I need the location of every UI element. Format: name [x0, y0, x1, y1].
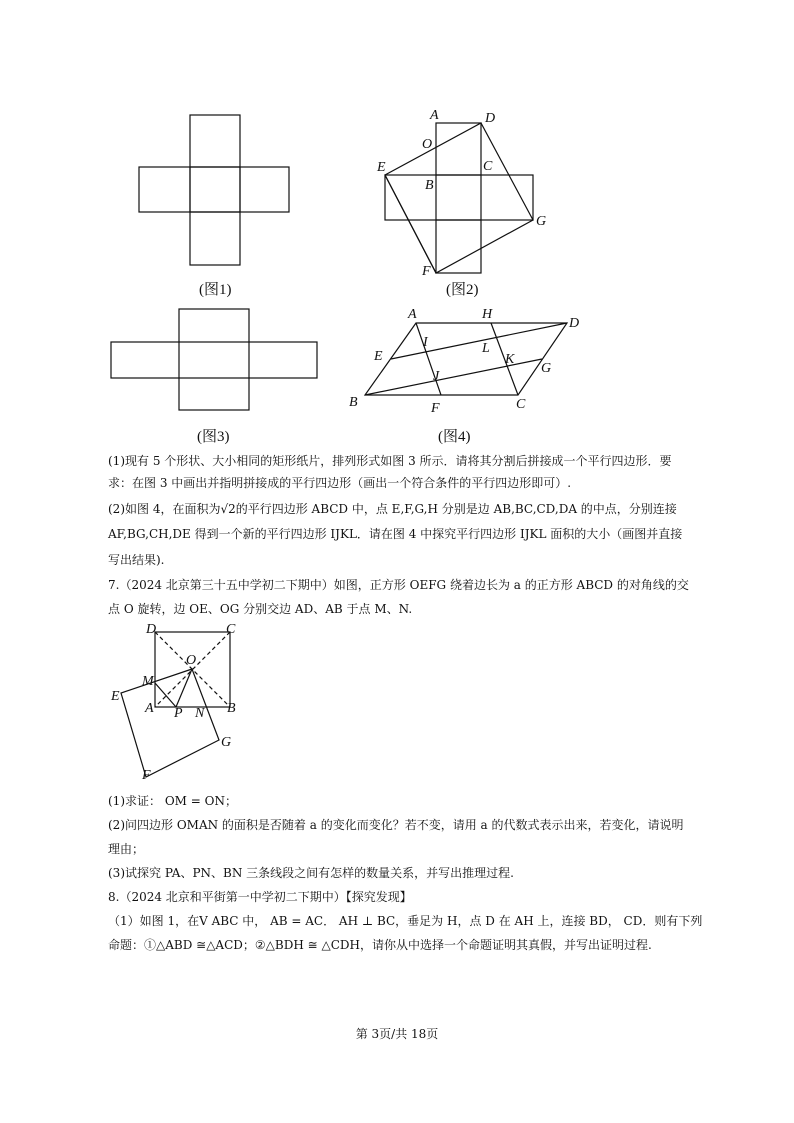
- figure-3-drawing: [110, 308, 320, 413]
- fig2-label-a: A: [430, 108, 439, 123]
- fig4-label-b: B: [349, 395, 358, 410]
- fig4-label-k: K: [505, 352, 515, 367]
- fig4-label-l: L: [482, 341, 490, 356]
- fig4-label-i: I: [423, 335, 428, 350]
- fig4-label-d: D: [569, 316, 580, 331]
- figure-4-caption: (图4): [438, 429, 471, 445]
- q6-part1-line2: 求：在图 3 中画出并指明拼接成的平行四边形（画出一个符合条件的平行四边形即可）.: [108, 476, 572, 490]
- figure-3-caption: (图3): [197, 429, 230, 445]
- fig5-label-e: E: [111, 689, 120, 704]
- q7-part2-line1: (2)问四边形 OMAN 的面积是否随着 a 的变化而变化？若不变，请用 a 的代数式表示出来，若变化，请说明: [108, 818, 684, 832]
- q7-part1: (1)求证： OM = ON；: [108, 794, 237, 808]
- figure-3: [110, 308, 320, 413]
- fig4-label-j: J: [433, 369, 440, 384]
- figure-2-caption: (图2): [446, 282, 479, 298]
- fig5-label-c: C: [226, 622, 236, 637]
- fig2-label-o: O: [422, 137, 433, 152]
- page-footer: 第 3页/共 18页: [355, 1027, 439, 1041]
- fig2-label-g: G: [536, 214, 547, 229]
- q8-part1-line2: 命题：①△ABD ≅△ACD；②△BDH ≅ △CDH，请你从中选择一个命题证明其真假，并写出证明过程.: [108, 938, 652, 952]
- fig2-label-c: C: [483, 159, 493, 174]
- fig4-label-g: G: [541, 361, 552, 376]
- figure-1-caption: (图1): [199, 282, 232, 298]
- q6-part2-line1: (2)如图 4，在面积为√2的平行四边形 ABCD 中，点 E,F,G,H 分别是边 AB,BC,CD,DA 的中点，分别连接: [108, 502, 677, 516]
- fig2-label-f: F: [422, 264, 431, 279]
- q6-part2-line3: 写出结果).: [108, 553, 165, 567]
- q8-part1-line1: （1）如图 1，在V ABC 中， AB = AC． AH ⊥ BC，垂足为 H，点 D 在 AH 上，连接 BD， CD．则有下列: [108, 914, 703, 928]
- fig4-label-c: C: [516, 397, 526, 412]
- figure-4-drawing: [345, 305, 590, 420]
- fig5-label-g: G: [221, 735, 232, 750]
- figure-4: [345, 305, 590, 420]
- fig5-label-b: B: [227, 701, 236, 716]
- fig5-label-a: A: [145, 701, 154, 716]
- q8-heading: 8.（2024 北京和平街第一中学初二下期中）【探究发现】: [108, 890, 412, 904]
- q7-part2-line2: 理由；: [108, 842, 145, 856]
- fig4-label-a: A: [408, 307, 417, 322]
- fig4-label-f: F: [431, 401, 440, 416]
- figure-5-drawing: [108, 620, 248, 785]
- fig2-label-d: D: [485, 111, 496, 126]
- fig5-label-n: N: [195, 706, 205, 721]
- figure-2: [370, 105, 555, 280]
- fig2-label-e: E: [377, 160, 386, 175]
- fig4-label-h: H: [482, 307, 493, 322]
- figure-1-drawing: [130, 105, 300, 265]
- q7-line1: 7.（2024 北京第三十五中学初二下期中）如图，正方形 OEFG 绕着边长为 a 的正方形 ABCD 的对角线的交: [108, 578, 689, 592]
- q6-part2-line2: AF,BG,CH,DE 得到一个新的平行四边形 IJKL．请在图 4 中探究平行四边形 IJKL 面积的大小（画图并直接: [108, 527, 683, 541]
- fig5-label-f: F: [142, 768, 151, 783]
- q6-part1-line1: (1)现有 5 个形状、大小相同的矩形纸片，排列形式如图 3 所示．请将其分割后拼接成一个平行四边形．要: [108, 454, 672, 468]
- figure-5: [108, 620, 248, 785]
- q7-line2: 点 O 旋转，边 OE、OG 分别交边 AD、AB 于点 M、N.: [108, 602, 413, 616]
- fig4-label-e: E: [374, 349, 383, 364]
- fig5-label-p: P: [174, 706, 183, 721]
- figure-1: [130, 105, 300, 280]
- figure-2-drawing: [370, 105, 555, 280]
- fig2-label-b: B: [425, 178, 434, 193]
- fig5-label-o: O: [186, 653, 197, 668]
- fig5-label-d: D: [146, 622, 157, 637]
- fig5-label-m: M: [142, 674, 154, 689]
- q7-part3: (3)试探究 PA、PN、BN 三条线段之间有怎样的数量关系，并写出推理过程.: [108, 866, 514, 880]
